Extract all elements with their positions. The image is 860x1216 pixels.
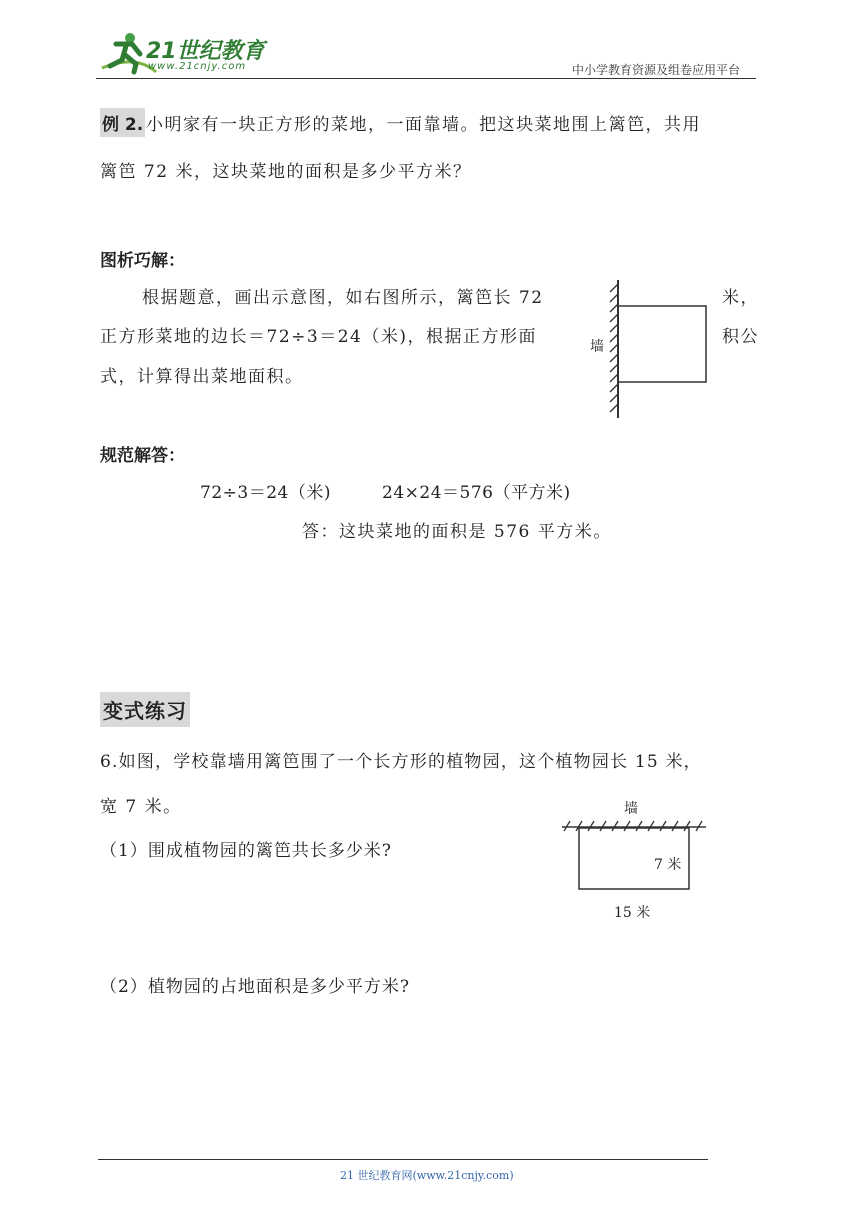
square-garden-diagram <box>584 276 714 422</box>
footer-rule <box>98 1159 708 1160</box>
example-line-1: 小明家有一块正方形的菜地，一面靠墙。把这块菜地围上篱笆，共用 <box>146 115 701 135</box>
analysis-line-1b: 米， <box>722 288 759 308</box>
rect-length-label: 15 米 <box>614 905 651 921</box>
example-tag: 例 2. <box>100 108 145 137</box>
practice-question-line-2: 宽 7 米。 <box>100 797 182 817</box>
analysis-line-2b: 积公 <box>722 327 759 347</box>
analysis-line-1a: 根据题意，画出示意图，如右图所示，篱笆长 72 <box>142 288 544 308</box>
logo-text: 21世纪教育 <box>146 39 265 64</box>
practice-sub-question-2: （2）植物园的占地面积是多少平方米? <box>100 977 410 997</box>
analysis-line-2a: 正方形菜地的边长＝72÷3＝24（米)，根据正方形面 <box>100 327 537 347</box>
logo-url: www.21cnjy.com <box>148 61 247 72</box>
footer-text: 21 世纪教育网(www.21cnjy.com) <box>340 1169 514 1182</box>
practice-sub-question-1: （1）围成植物园的篱笆共长多少米? <box>100 841 392 861</box>
site-name: 中小学教育资源及组卷应用平台 <box>572 63 741 77</box>
rectangle-garden-diagram <box>558 796 718 924</box>
solution-eq-1: 72÷3＝24（米) <box>200 483 331 503</box>
square-wall-label: 墙 <box>590 339 604 355</box>
practice-question-line-1: 6.如图，学校靠墙用篱笆围了一个长方形的植物园，这个植物园长 15 米， <box>100 752 702 772</box>
rect-wall-label: 墙 <box>624 801 638 817</box>
analysis-heading: 图析巧解： <box>100 251 185 271</box>
solution-heading: 规范解答： <box>100 446 185 466</box>
practice-tag: 变式练习 <box>100 692 190 727</box>
header-logo <box>96 30 266 76</box>
solution-answer: 答：这块菜地的面积是 576 平方米。 <box>302 522 612 542</box>
analysis-line-3: 式，计算得出菜地面积。 <box>100 367 304 387</box>
solution-eq-2: 24×24＝576（平方米) <box>382 483 571 503</box>
rect-width-label: 7 米 <box>654 857 682 873</box>
example-line-2: 篱笆 72 米，这块菜地的面积是多少平方米？ <box>100 162 472 182</box>
header-rule <box>96 78 756 79</box>
